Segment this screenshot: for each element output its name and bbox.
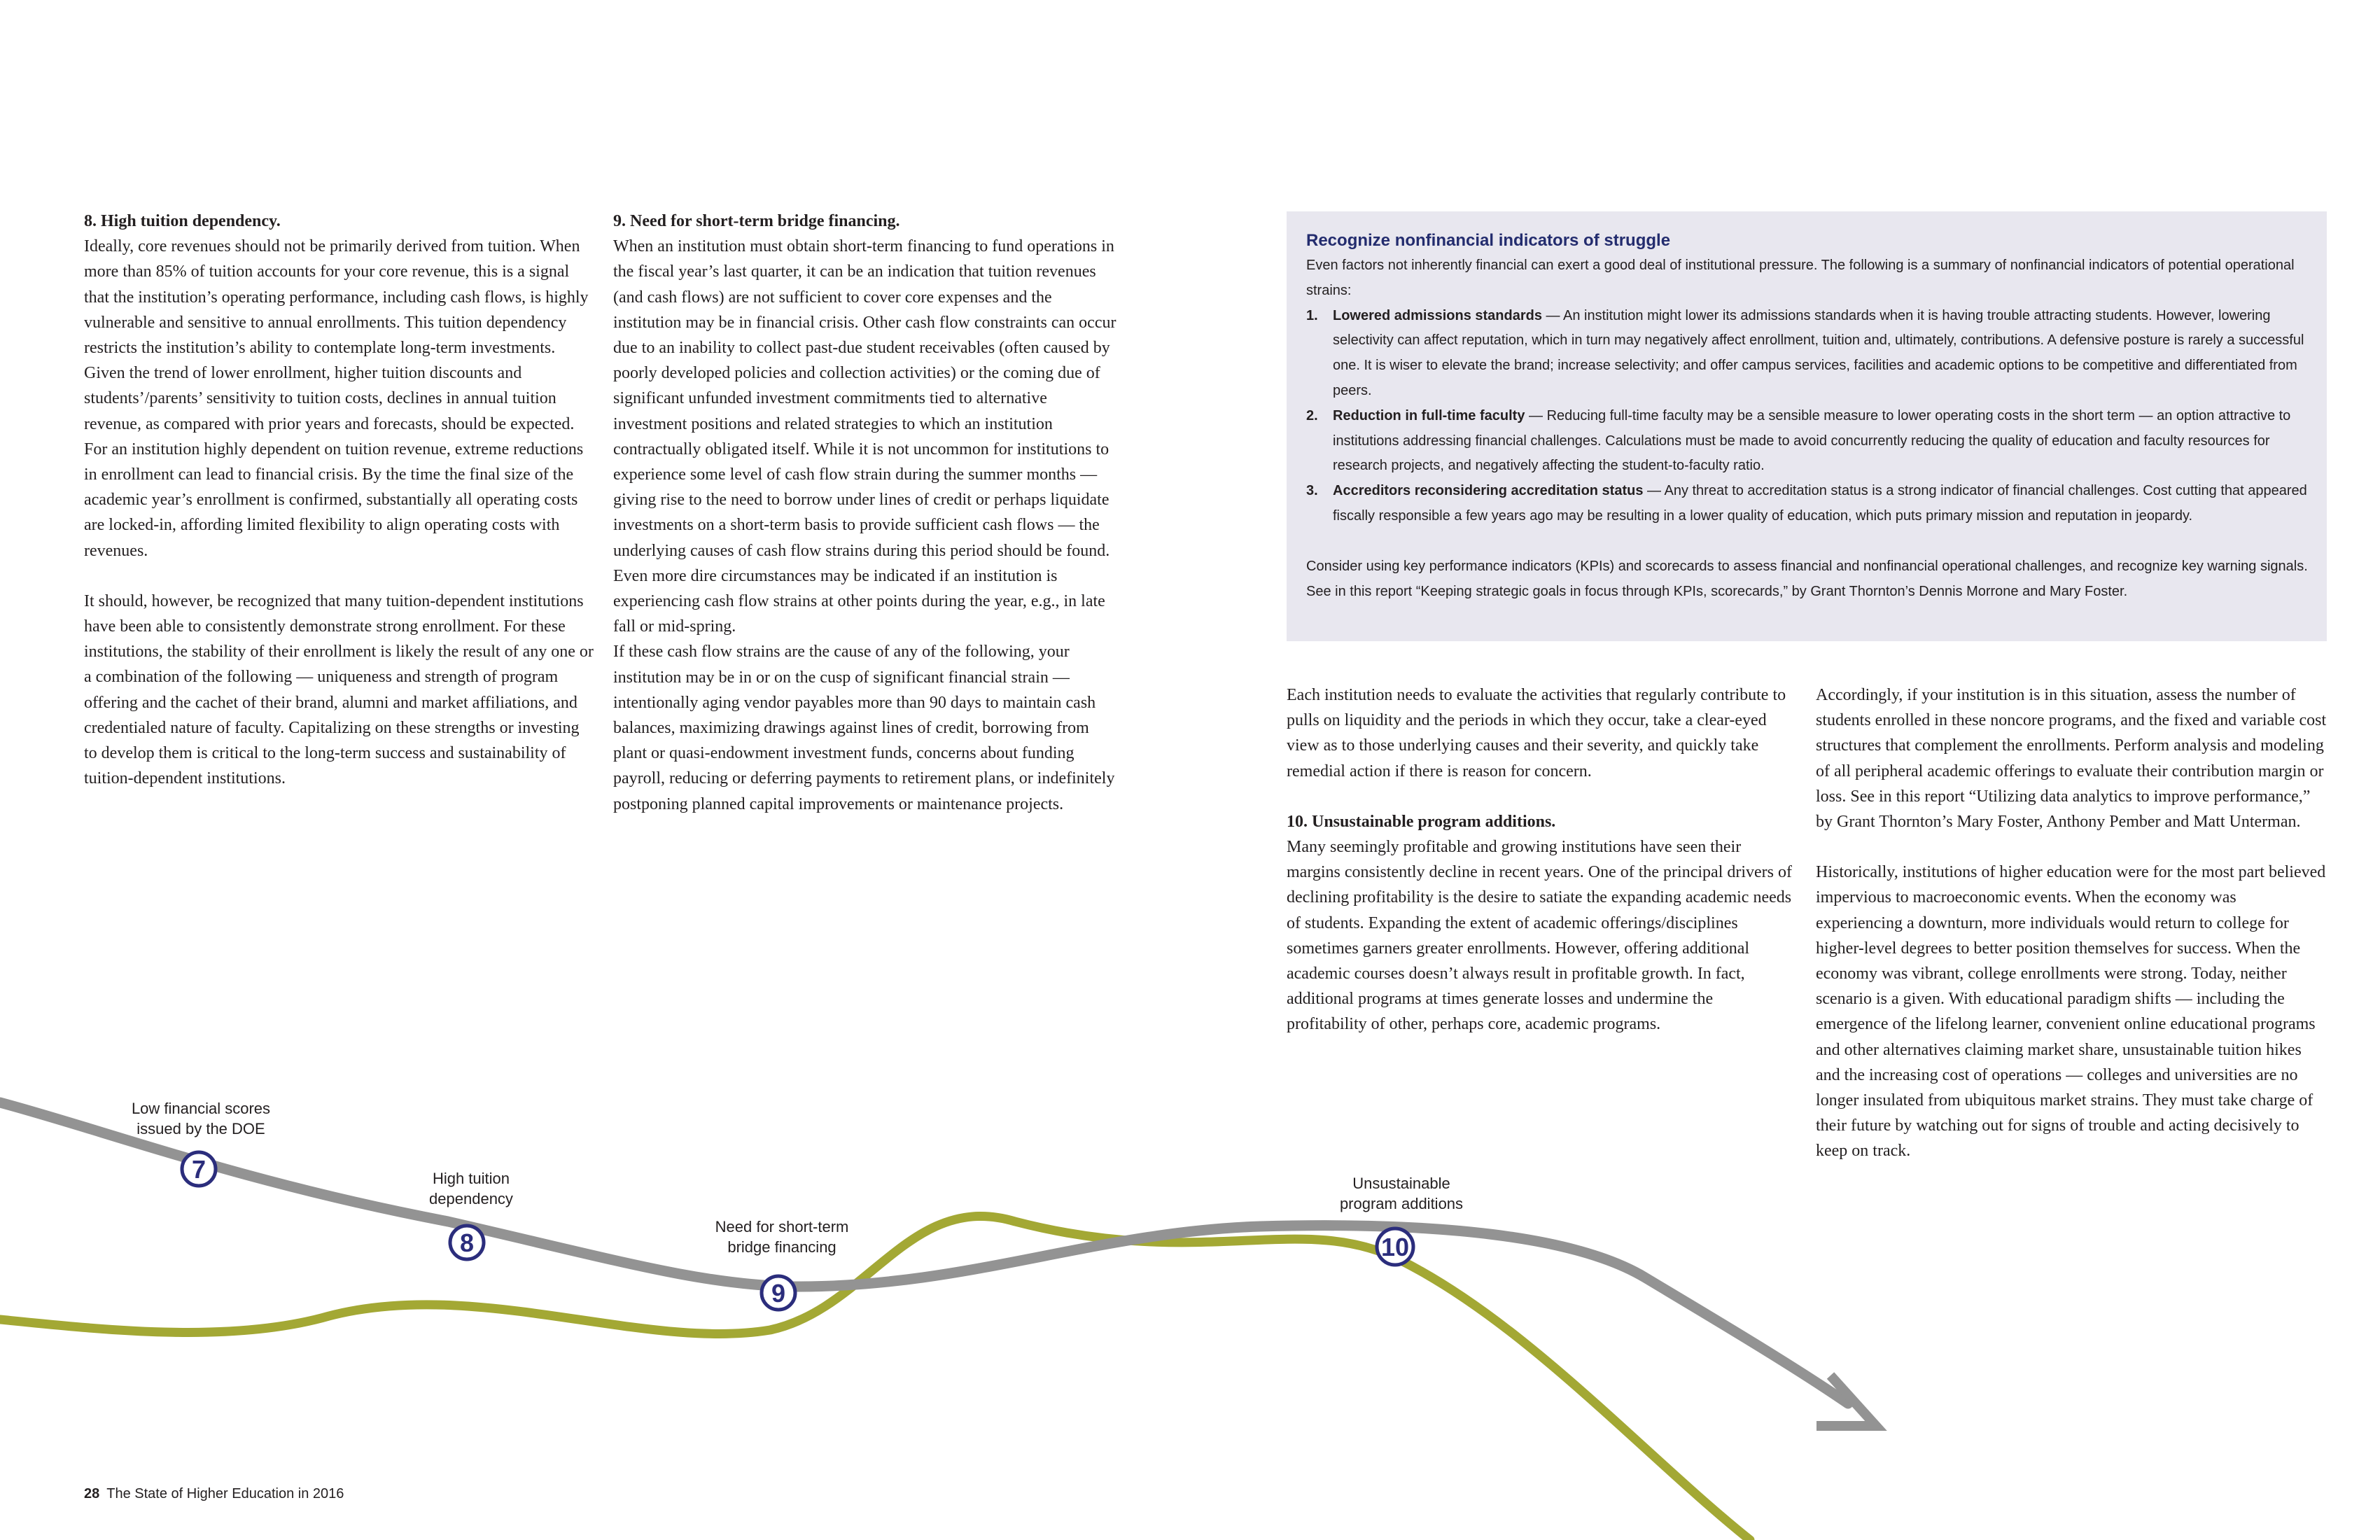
list-item-number: 1. (1306, 307, 1318, 323)
body-paragraph: Each institution needs to evaluate the activities that regularly contribute to pulls on liquidity and the periods in which they occur, take a clear-eyed view as to those underlying causes and their severity, and quickly take remedial action if there is reason for concern. (1287, 686, 1786, 780)
body-paragraph: Accordingly, if your institution is in this situation, assess the number of students enrolled in these noncore programs, and the fixed and variable cost structures that complement the enrollments. Perform analysis and modeling of all peripheral academic offerings to evaluate their contribution margin or loss. See in this report “Utilizing data analytics to improve performance,” by Grant Thornton’s Mary Foster, Anthony Pember and Matt Unterman. (1816, 686, 2327, 832)
indicator-list (1306, 304, 2309, 529)
body-paragraph: Ideally, core revenues should not be primarily derived from tuition. When more than 85% of tuition accounts for your core revenue, this is a signal that the institution’s operating performance, including cash flows, is highly vulnerable and sensitive to annual enrollments. This tuition dependency restricts the institution’s ability to contemplate long-term investments. Given the trend of lower enrollment, higher tuition discounts and students’/parents’ sensitivity to tuition costs, declines in annual tuition revenue, as compared with prior years and forecasts, should be expected. For an institution highly dependent on tuition revenue, extreme reductions in enrollment can lead to financial crisis. By the time the final size of the academic year’s enrollment is confirmed, substantially all operating costs are locked-in, affording limited flexibility to align operating costs with revenues. (84, 237, 589, 560)
milestone-8 (429, 1170, 513, 1259)
sidebar-intro: Even factors not inherently financial can exert a good deal of institutional pressure. The following is a summary of nonfinancial indicators of potential operational strains: (1306, 258, 2295, 298)
nonfinancial-indicators-sidebar (1287, 211, 2327, 641)
body-paragraph: It should, however, be recognized that many tuition-dependent institutions have been able to consistently demonstrate strong enrollment. For these institutions, the stability of their enrollment is likely the result of any one or a combination of the following — uniqueness and strength of program offering and the cachet of their brand, alumni and market affiliations, and credentialed nature of faculty. Capitalizing on these strengths or investing to develop them is critical to the long-term success and sustainability of tuition-dependent institutions. (84, 592, 594, 788)
milestone-7-label-line2: issued by the DOE (136, 1120, 265, 1138)
milestone-7-number: 7 (191, 1155, 206, 1184)
list-item-text: — Reducing full-time faculty may be a sensible measure to lower operating costs in the short term — an option attractive to institutions addressing financial challenges. Calculations must be made to avoid concurrently reducing the quality of education and faculty resources for research projects, and negatively affecting the student-to-faculty ratio. (1333, 407, 2291, 474)
page-number: 28 (84, 1486, 100, 1502)
page-footer (84, 1484, 344, 1504)
publication-title: The State of Higher Education in 2016 (106, 1486, 344, 1502)
column-unsustainable-program-additions (1287, 682, 1796, 1037)
column-conclusion (1816, 682, 2327, 1164)
body-paragraph: If these cash flow strains are the cause of any of the following, your institution may be in or on the cusp of significant financial strain — intentionally aging vendor payables more than 90 days to maintain cash balances, maximizing drawings against lines of credit, borrowing from plant or quasi-endowment investment funds, concerns about funding payroll, reducing or deferring payments to retirement plans, or indefinitely postponing planned capital improvements or maintenance projects. (613, 643, 1115, 813)
column-short-term-bridge-financing (613, 209, 1123, 817)
list-item-term: Reduction in full-time faculty (1333, 407, 1525, 424)
list-item (1306, 404, 2309, 479)
list-item (1306, 479, 2309, 529)
milestone-9-number: 9 (771, 1279, 786, 1308)
milestone-8-label-line1: High tuition (432, 1170, 510, 1187)
list-item-text: — An institution might lower its admissions standards when it is having trouble attracting students. However, lowering selectivity can affect reputation, which in turn may negatively affect enrollment, tuition and, ultimately, contributions. A defensive posture is rarely a successful one. It is wiser to elevate the brand; increase selectivity; and offer campus services, facilities and academic options to be competitive and differentiated from peers. (1333, 307, 2304, 398)
section-heading-9: 9. Need for short-term bridge financing. (613, 212, 900, 230)
list-item (1306, 304, 2309, 404)
list-item-term: Lowered admissions standards (1333, 307, 1542, 323)
milestone-7-label-line1: Low financial scores (131, 1100, 271, 1117)
body-paragraph: Many seemingly profitable and growing institutions have seen their margins consistently decline in recent years. One of the principal drivers of declining profitability is the desire to satiate the expanding academic needs of students. Expanding the extent of academic offerings/disciplines sometimes garners greater enrollments. However, offering additional academic courses doesn’t always result in profitable growth. In fact, additional programs at times generate losses and undermine the profitability of other, perhaps core, academic programs. (1287, 838, 1792, 1034)
gray-path-line (0, 1102, 1848, 1404)
milestone-10-label-line2: program additions (1339, 1195, 1464, 1212)
milestone-9 (715, 1218, 849, 1310)
list-item-text: — Any threat to accreditation status is a strong indicator of financial challenges. Cost cutting that appeared fiscally responsible a few years ago may be resulting in a lower quality of education, which puts primary mission and reputation in jeopardy. (1333, 483, 2307, 524)
section-heading-8: 8. High tuition dependency. (84, 212, 281, 230)
section-heading-10: 10. Unsustainable program additions. (1287, 812, 1556, 831)
sidebar-closing: Consider using key performance indicators (KPIs) and scorecards to assess financial and nonfinancial operational challenges, and recognize key warning signals. See in this report “Keeping strategic goals in focus through KPIs, scorecards,” by Grant Thornton’s Dennis Morrone and Mary Foster. (1306, 558, 2308, 599)
sidebar-title: Recognize nonfinancial indicators of struggle (1306, 231, 1671, 250)
list-item-number: 3. (1306, 483, 1318, 499)
body-paragraph: When an institution must obtain short-term financing to fund operations in the fiscal year’s last quarter, it can be an indication that tuition revenues (and cash flows) are not sufficient to cover core expenses and the institution may be in financial crisis. Other cash flow constraints can occur due to an inability to collect past-due student receivables (often caused by poorly developed policies and collection activities) or the coming due of significant unfunded investment commitments tied to alternative investment positions and related strategies to which an institution contractually obligated itself. While it is not uncommon for institutions to experience some level of cash flow strain during the summer months — giving rise to the need to borrow under lines of credit or perhaps liquidate investments on a short-term basis to provide sufficient cash flows — the underlying causes of cash flow strains during this period should be found. Even more dire circumstances may be indicated if an institution is experiencing cash flow strains at other points during the year, e.g., in late fall or mid-spring. (613, 237, 1116, 636)
column-high-tuition-dependency (84, 209, 594, 791)
milestone-9-label-line2: bridge financing (727, 1238, 836, 1256)
milestone-8-label-line2: dependency (429, 1190, 513, 1208)
list-item-number: 2. (1306, 407, 1318, 424)
milestone-8-number: 8 (459, 1228, 475, 1257)
milestone-10-label-line1: Unsustainable (1352, 1175, 1450, 1192)
list-item-term: Accreditors reconsidering accreditation status (1333, 483, 1644, 499)
milestone-10-number: 10 (1380, 1233, 1410, 1261)
milestone-9-label-line1: Need for short-term (715, 1218, 849, 1236)
body-paragraph: Historically, institutions of higher education were for the most part believed impervious to macroeconomic events. When the economy was experiencing a downturn, more individuals would return to college for higher-level degrees to better position themselves for success. When the economy was vibrant, college enrollments were strong. Today, neither scenario is a given. With educational paradigm shifts — including the emergence of the lifelong learner, convenient online educational programs and other alternatives claiming market share, unsustainable tuition hikes and the increasing cost of operations — colleges and universities are no longer insulated from ubiquitous market strains. They must take charge of their future by watching out for signs of trouble and acting decisively to keep on track. (1816, 863, 2326, 1161)
milestone-10 (1340, 1175, 1463, 1265)
